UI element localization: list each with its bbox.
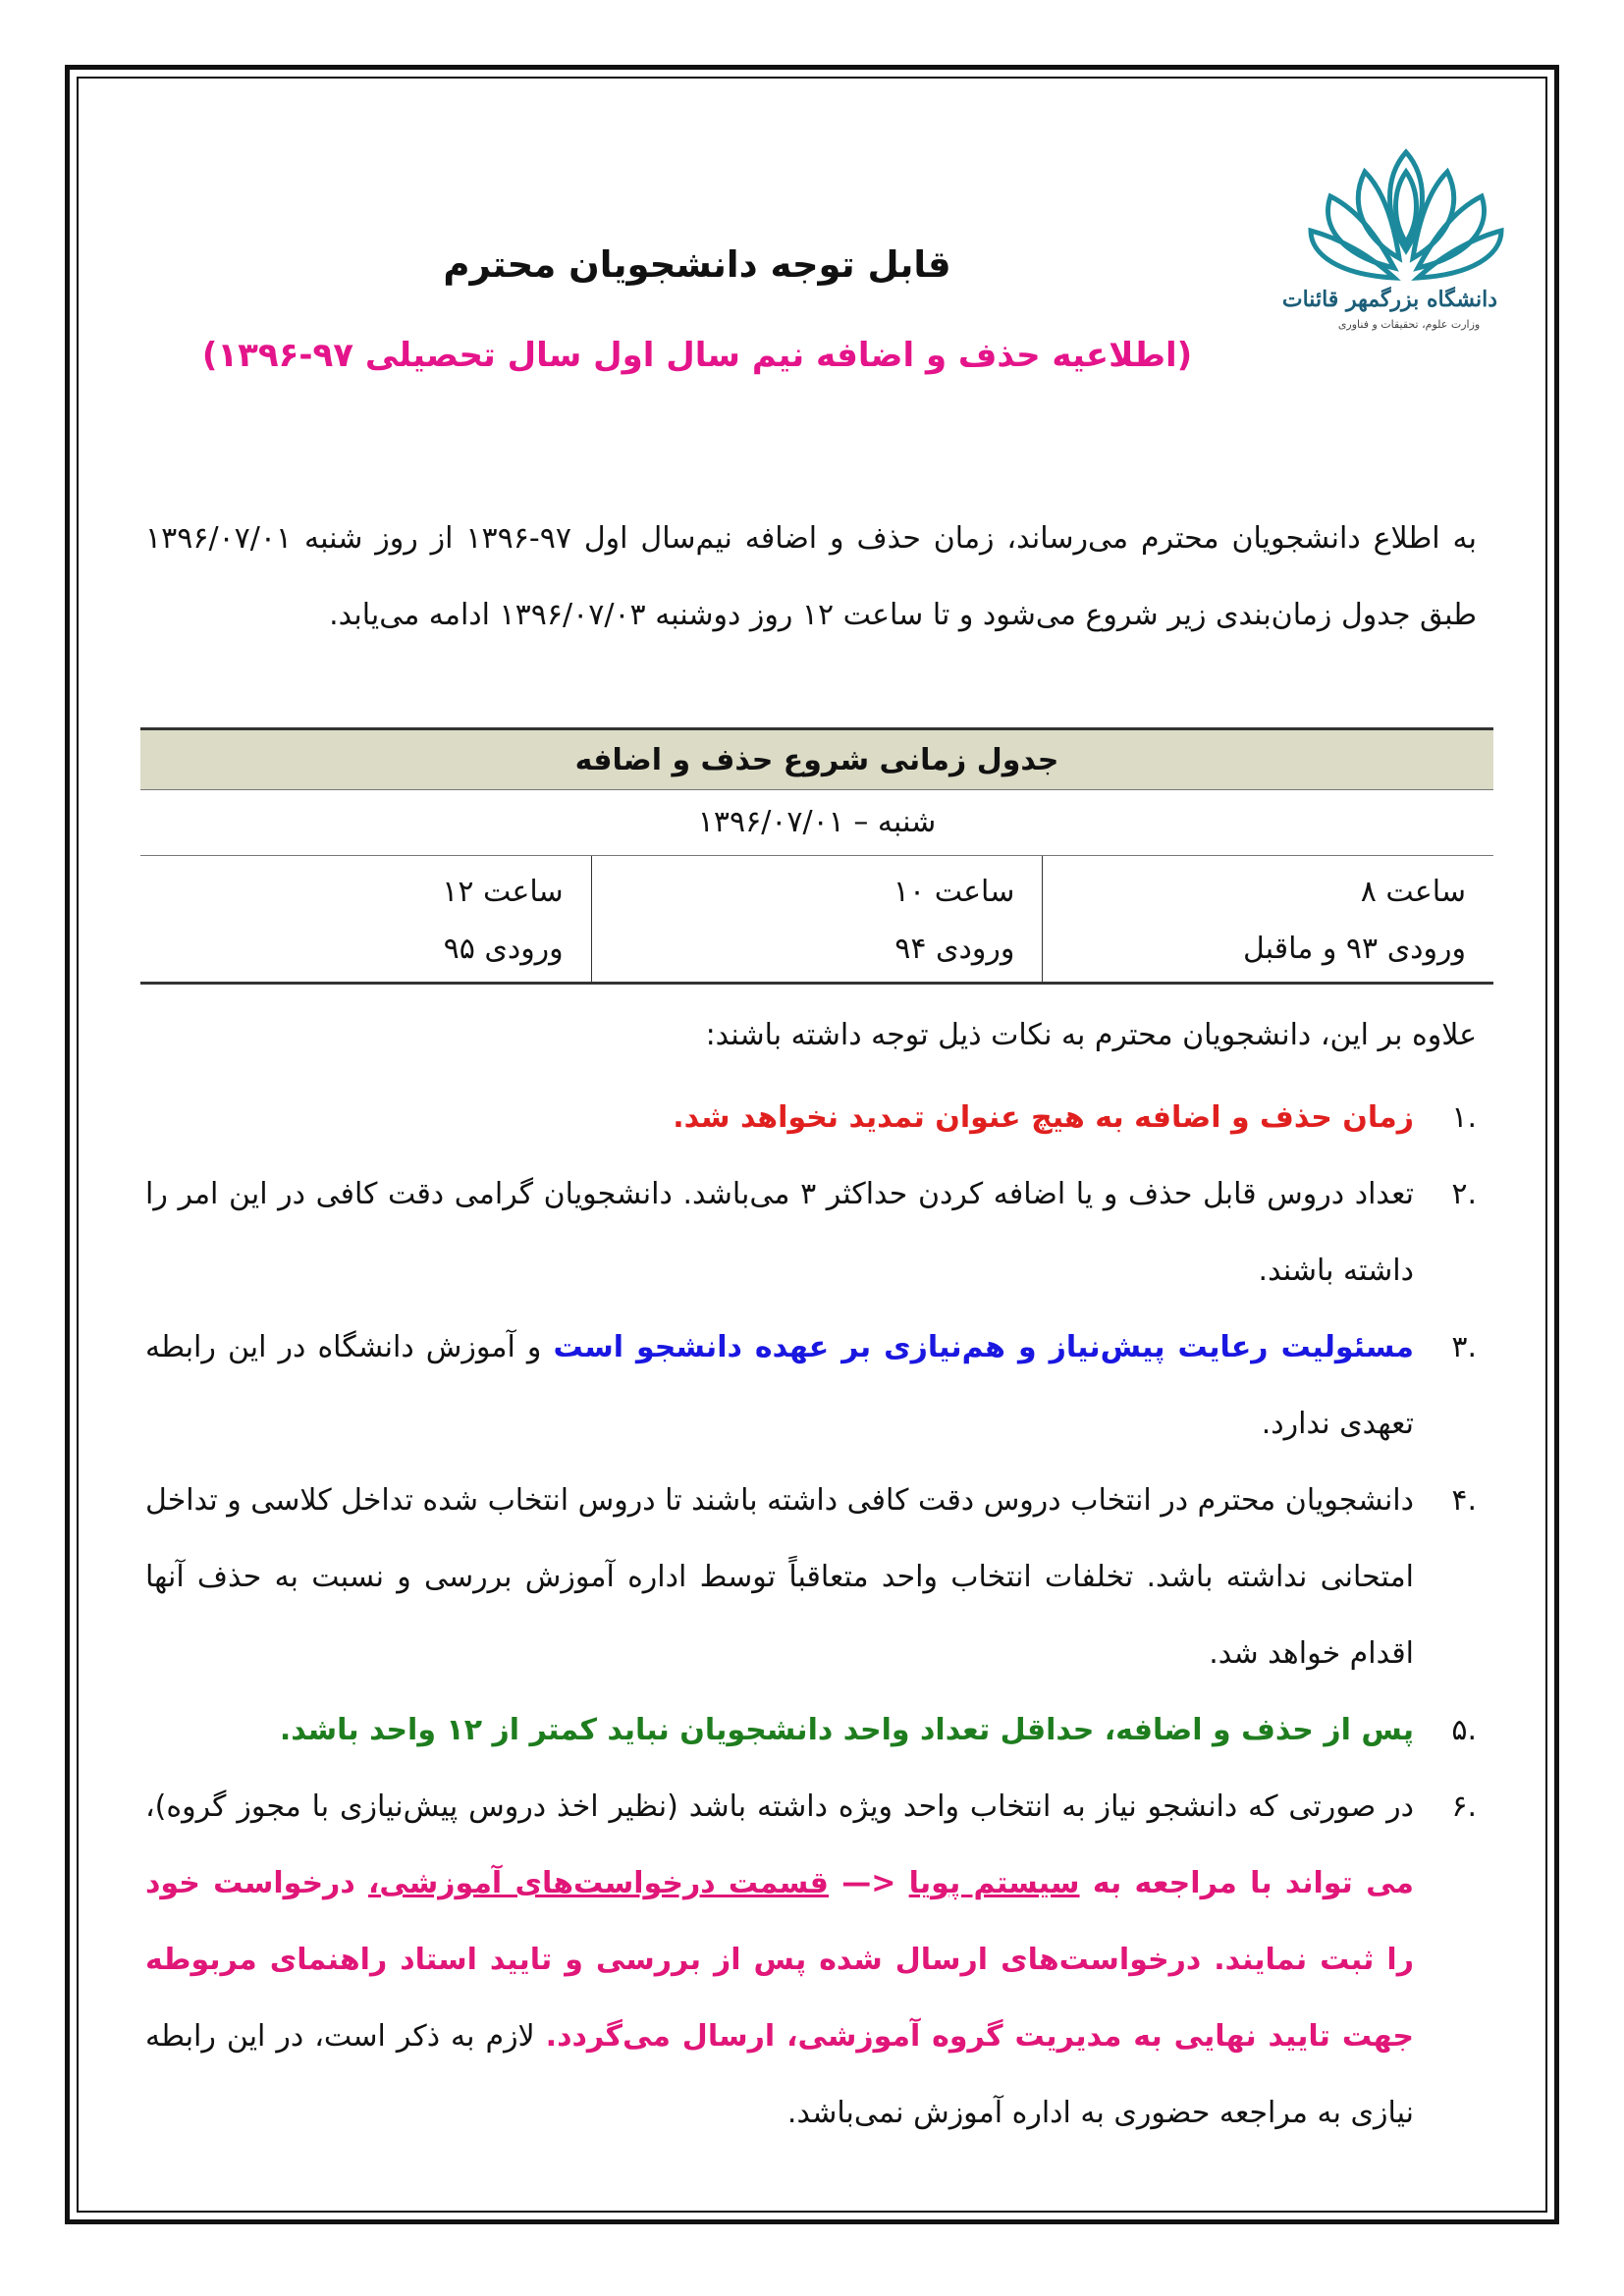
link-system-pooya[interactable]: سیستم پویا (908, 1866, 1080, 1900)
schedule-date: شنبه – ۱۳۹۶/۰۷/۰۱ (140, 790, 1493, 856)
list-item (145, 1463, 1477, 1692)
schedule-column (1042, 856, 1493, 982)
item-text: پس از حذف و اضافه، حداقل تعداد واحد دانشجویان نباید کمتر از ۱۲ واحد باشد. (279, 1713, 1414, 1747)
schedule-group: ورودی ۹۳ و ماقبل (1243, 932, 1466, 966)
item-text: لازم به ذکر است، در این رابطه نیازی به مراجعه حضوری به اداره آموزش نمی‌باشد. (145, 2019, 1414, 2130)
logo-name: دانشگاه بزرگمهر قائنات (1281, 287, 1497, 312)
item-number: .۱ (1451, 1100, 1477, 1135)
item-text: در صورتی که دانشجو نیاز به انتخاب واحد ویژه داشته باشد (نظیر اخذ دروس پیش‌نیازی با مجوز گروه)، (145, 1789, 1414, 1824)
intro-paragraph (145, 501, 1477, 654)
schedule-column (140, 856, 591, 982)
item-text: دانشجویان محترم در انتخاب دروس دقت کافی داشته باشند تا دروس انتخاب شده تداخل کلاسی و تداخل امتحانی نداشته باشد. تخلفات انتخاب واحد متعاقباً توسط اداره آموزش بررسی و نسبت به حذف آنها اقدام خواهد شد. (145, 1483, 1414, 1671)
schedule-table (140, 727, 1493, 985)
item-highlight: درخواست خود را ثبت نمایند. درخواست‌های ارسال شده پس از بررسی و تایید استاد راهنمای مربوطه جهت تایید نهایی به مدیریت گروه آموزشی، ارسال می‌گردد. (145, 1866, 1414, 2054)
notes-list (145, 1080, 1477, 2152)
item-text: زمان حذف و اضافه به هیچ عنوان تمدید نخواهد شد. (673, 1100, 1414, 1135)
item-number: .۳ (1451, 1330, 1477, 1364)
list-item (145, 1156, 1477, 1309)
schedule-group: ورودی ۹۵ (443, 932, 564, 966)
schedule-time: ساعت ۱۲ (442, 875, 564, 909)
notes-intro: علاوه بر این، دانشجویان محترم به نکات ذیل توجه داشته باشند: (705, 1018, 1477, 1052)
item-number: .۶ (1451, 1789, 1477, 1824)
item-highlight: می تواند با مراجعه به (1079, 1866, 1415, 1900)
item-text: تعداد دروس قابل حذف و یا اضافه کردن حداکثر ۳ می‌باشد. دانشجویان گرامی دقت کافی در این امر را داشته باشند. (145, 1177, 1414, 1288)
schedule-time: ساعت ۸ (1360, 875, 1466, 909)
arrow-text: <— (828, 1866, 909, 1900)
list-item (145, 1080, 1477, 1156)
intro-text: به اطلاع دانشجویان محترم می‌رساند، زمان حذف و اضافه نیم‌سال اول ۹۷-۱۳۹۶ از روز شنبه ۱۳۹۶/۰۷/۰۱ طبق جدول زمان‌بندی زیر شروع می‌شود و تا ساعت ۱۲ روز دوشنبه ۱۳۹۶/۰۷/۰۳ ادامه می‌یابد. (145, 521, 1477, 632)
logo-subtitle: وزارت علوم، تحقیقات و فناوری (1337, 318, 1481, 331)
page-subtitle: (اطلاعیه حذف و اضافه نیم سال اول سال تحصیلی ۹۷-۱۳۹۶) (201, 336, 1193, 375)
page-title: قابل توجه دانشجویان محترم (443, 243, 951, 286)
item-number: .۴ (1451, 1483, 1477, 1518)
link-education-requests[interactable]: قسمت درخواست‌های آموزشی، (368, 1866, 829, 1900)
schedule-grid (140, 856, 1493, 985)
item-number: .۵ (1451, 1713, 1477, 1747)
list-item (145, 1692, 1477, 1769)
item-number: .۲ (1451, 1177, 1477, 1211)
item-text: و آموزش دانشگاه در این رابطه تعهدی ندارد. (145, 1330, 1414, 1441)
schedule-column (591, 856, 1043, 982)
list-item (145, 1769, 1477, 2152)
schedule-title: جدول زمانی شروع حذف و اضافه (140, 727, 1493, 790)
schedule-time: ساعت ۱۰ (893, 875, 1015, 909)
item-highlight: مسئولیت رعایت پیش‌نیاز و هم‌نیازی بر عهده دانشجو است (553, 1330, 1414, 1364)
list-item (145, 1309, 1477, 1463)
schedule-group: ورودی ۹۴ (894, 932, 1015, 966)
